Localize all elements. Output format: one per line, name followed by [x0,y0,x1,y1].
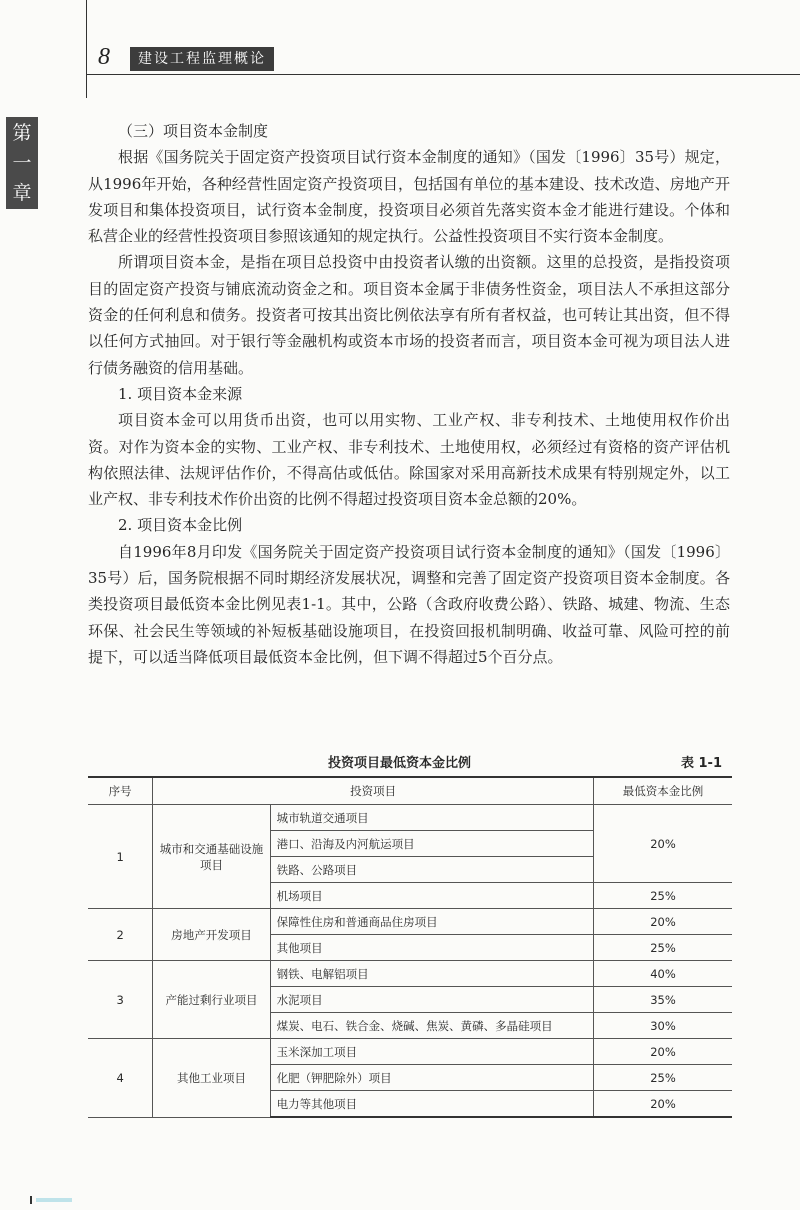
item-cell: 煤炭、电石、铁合金、烧碱、焦炭、黄磷、多晶硅项目 [270,1013,593,1039]
item-cell: 铁路、公路项目 [270,857,593,883]
footer-bar [36,1198,72,1202]
body-text [88,118,730,670]
ratio-cell: 40% [594,961,732,987]
table-title: 投资项目最低资本金比例 [328,756,472,771]
ratio-cell: 20% [594,1091,732,1118]
chapter-tab-char: 章 [12,182,32,204]
item-cell: 港口、沿海及内河航运项目 [270,831,593,857]
category-cell: 城市和交通基础设施项目 [153,805,270,909]
table-row [88,1039,732,1065]
paragraph: 根据《国务院关于固定资产投资项目试行资本金制度的通知》（国发〔1996〕35号）规定，从1996年开始，各种经营性固定资产投资项目，包括国有单位的基本建设、技术改造、房地产开发项目和集体投资项目，试行资本金制度，投资项目必须首先落实资本金才能进行建设。个体和私营企业的经营性投资项目参照该通知的规定执行。公益性投资项目不实行资本金制度。 [88,148,730,246]
paragraph: 项目资本金可以用货币出资，也可以用实物、工业产权、非专利技术、土地使用权作价出资。对作为资本金的实物、工业产权、非专利技术、土地使用权，必须经过有资格的资产评估机构依照法律、法规评估作价，不得高估或低估。除国家对采用高新技术成果有特别规定外，以工业产权、非专利技术作价出资的比例不得超过投资项目资本金总额的20%。 [88,411,730,509]
header-cell: 序号 [88,777,153,805]
section-heading: （三）项目资本金制度 [118,122,269,140]
item-cell: 电力等其他项目 [270,1091,593,1118]
row-number: 4 [88,1039,153,1118]
table-row [88,961,732,987]
table-row [88,909,732,935]
ratio-cell: 30% [594,1013,732,1039]
subsection-heading: 1. 项目资本金来源 [118,384,243,403]
item-cell: 水泥项目 [270,987,593,1013]
header-horizontal-rule [86,74,800,75]
table-caption [88,752,730,772]
page-number: 8 [98,44,110,70]
footer-mark [30,1196,32,1204]
ratio-cell: 35% [594,987,732,1013]
running-header-title: 建设工程监理概论 [130,47,274,71]
ratio-cell: 25% [594,1065,732,1091]
row-number: 1 [88,805,153,909]
category-cell: 产能过剩行业项目 [153,961,270,1039]
item-cell: 化肥（钾肥除外）项目 [270,1065,593,1091]
table-number: 表 1-1 [680,756,722,771]
row-number: 3 [88,961,153,1039]
row-number: 2 [88,909,153,961]
table-row [88,805,732,831]
subsection-heading: 2. 项目资本金比例 [118,516,243,535]
item-cell: 城市轨道交通项目 [270,805,593,831]
chapter-tab-char: 第 [12,122,32,144]
capital-ratio-table [88,776,732,1118]
chapter-tab [6,117,38,209]
paragraph: 所谓项目资本金，是指在项目总投资中由投资者认缴的出资额。这里的总投资，是指投资项目的固定资产投资与铺底流动资金之和。项目资本金属于非债务性资金，项目法人不承担这部分资金的任何利息和债务。投资者可按其出资比例依法享有所有者权益，也可转让其出资，但不得以任何方式抽回。对于银行等金融机构或资本市场的投资者而言，项目资本金可视为项目法人进行债务融资的信用基础。 [88,253,730,377]
paragraph: 自1996年8月印发《国务院关于固定资产投资项目试行资本金制度的通知》（国发〔1996〕35号）后，国务院根据不同时期经济发展状况，调整和完善了固定资产投资项目资本金制度。各类投资项目最低资本金比例见表1-1。其中，公路（含政府收费公路）、铁路、城建、物流、生态环保、社会民生等领域的补短板基础设施项目，在投资回报机制明确、收益可靠、风险可控的前提下，可以适当降低项目最低资本金比例，但下调不得超过5个百分点。 [88,542,730,666]
category-cell: 其他工业项目 [153,1039,270,1118]
chapter-tab-char: 一 [12,152,32,174]
ratio-cell: 25% [594,883,732,909]
item-cell: 机场项目 [270,883,593,909]
item-cell: 保障性住房和普通商品住房项目 [270,909,593,935]
header-cell: 最低资本金比例 [594,777,732,805]
category-cell: 房地产开发项目 [153,909,270,961]
item-cell: 玉米深加工项目 [270,1039,593,1065]
ratio-cell: 20% [594,909,732,935]
item-cell: 其他项目 [270,935,593,961]
header-cell: 投资项目 [153,777,594,805]
ratio-cell: 20% [594,1039,732,1065]
ratio-cell: 20% [594,805,732,883]
table-header-row [88,777,732,805]
item-cell: 钢铁、电解铝项目 [270,961,593,987]
header-vertical-rule [86,0,87,98]
ratio-cell: 25% [594,935,732,961]
